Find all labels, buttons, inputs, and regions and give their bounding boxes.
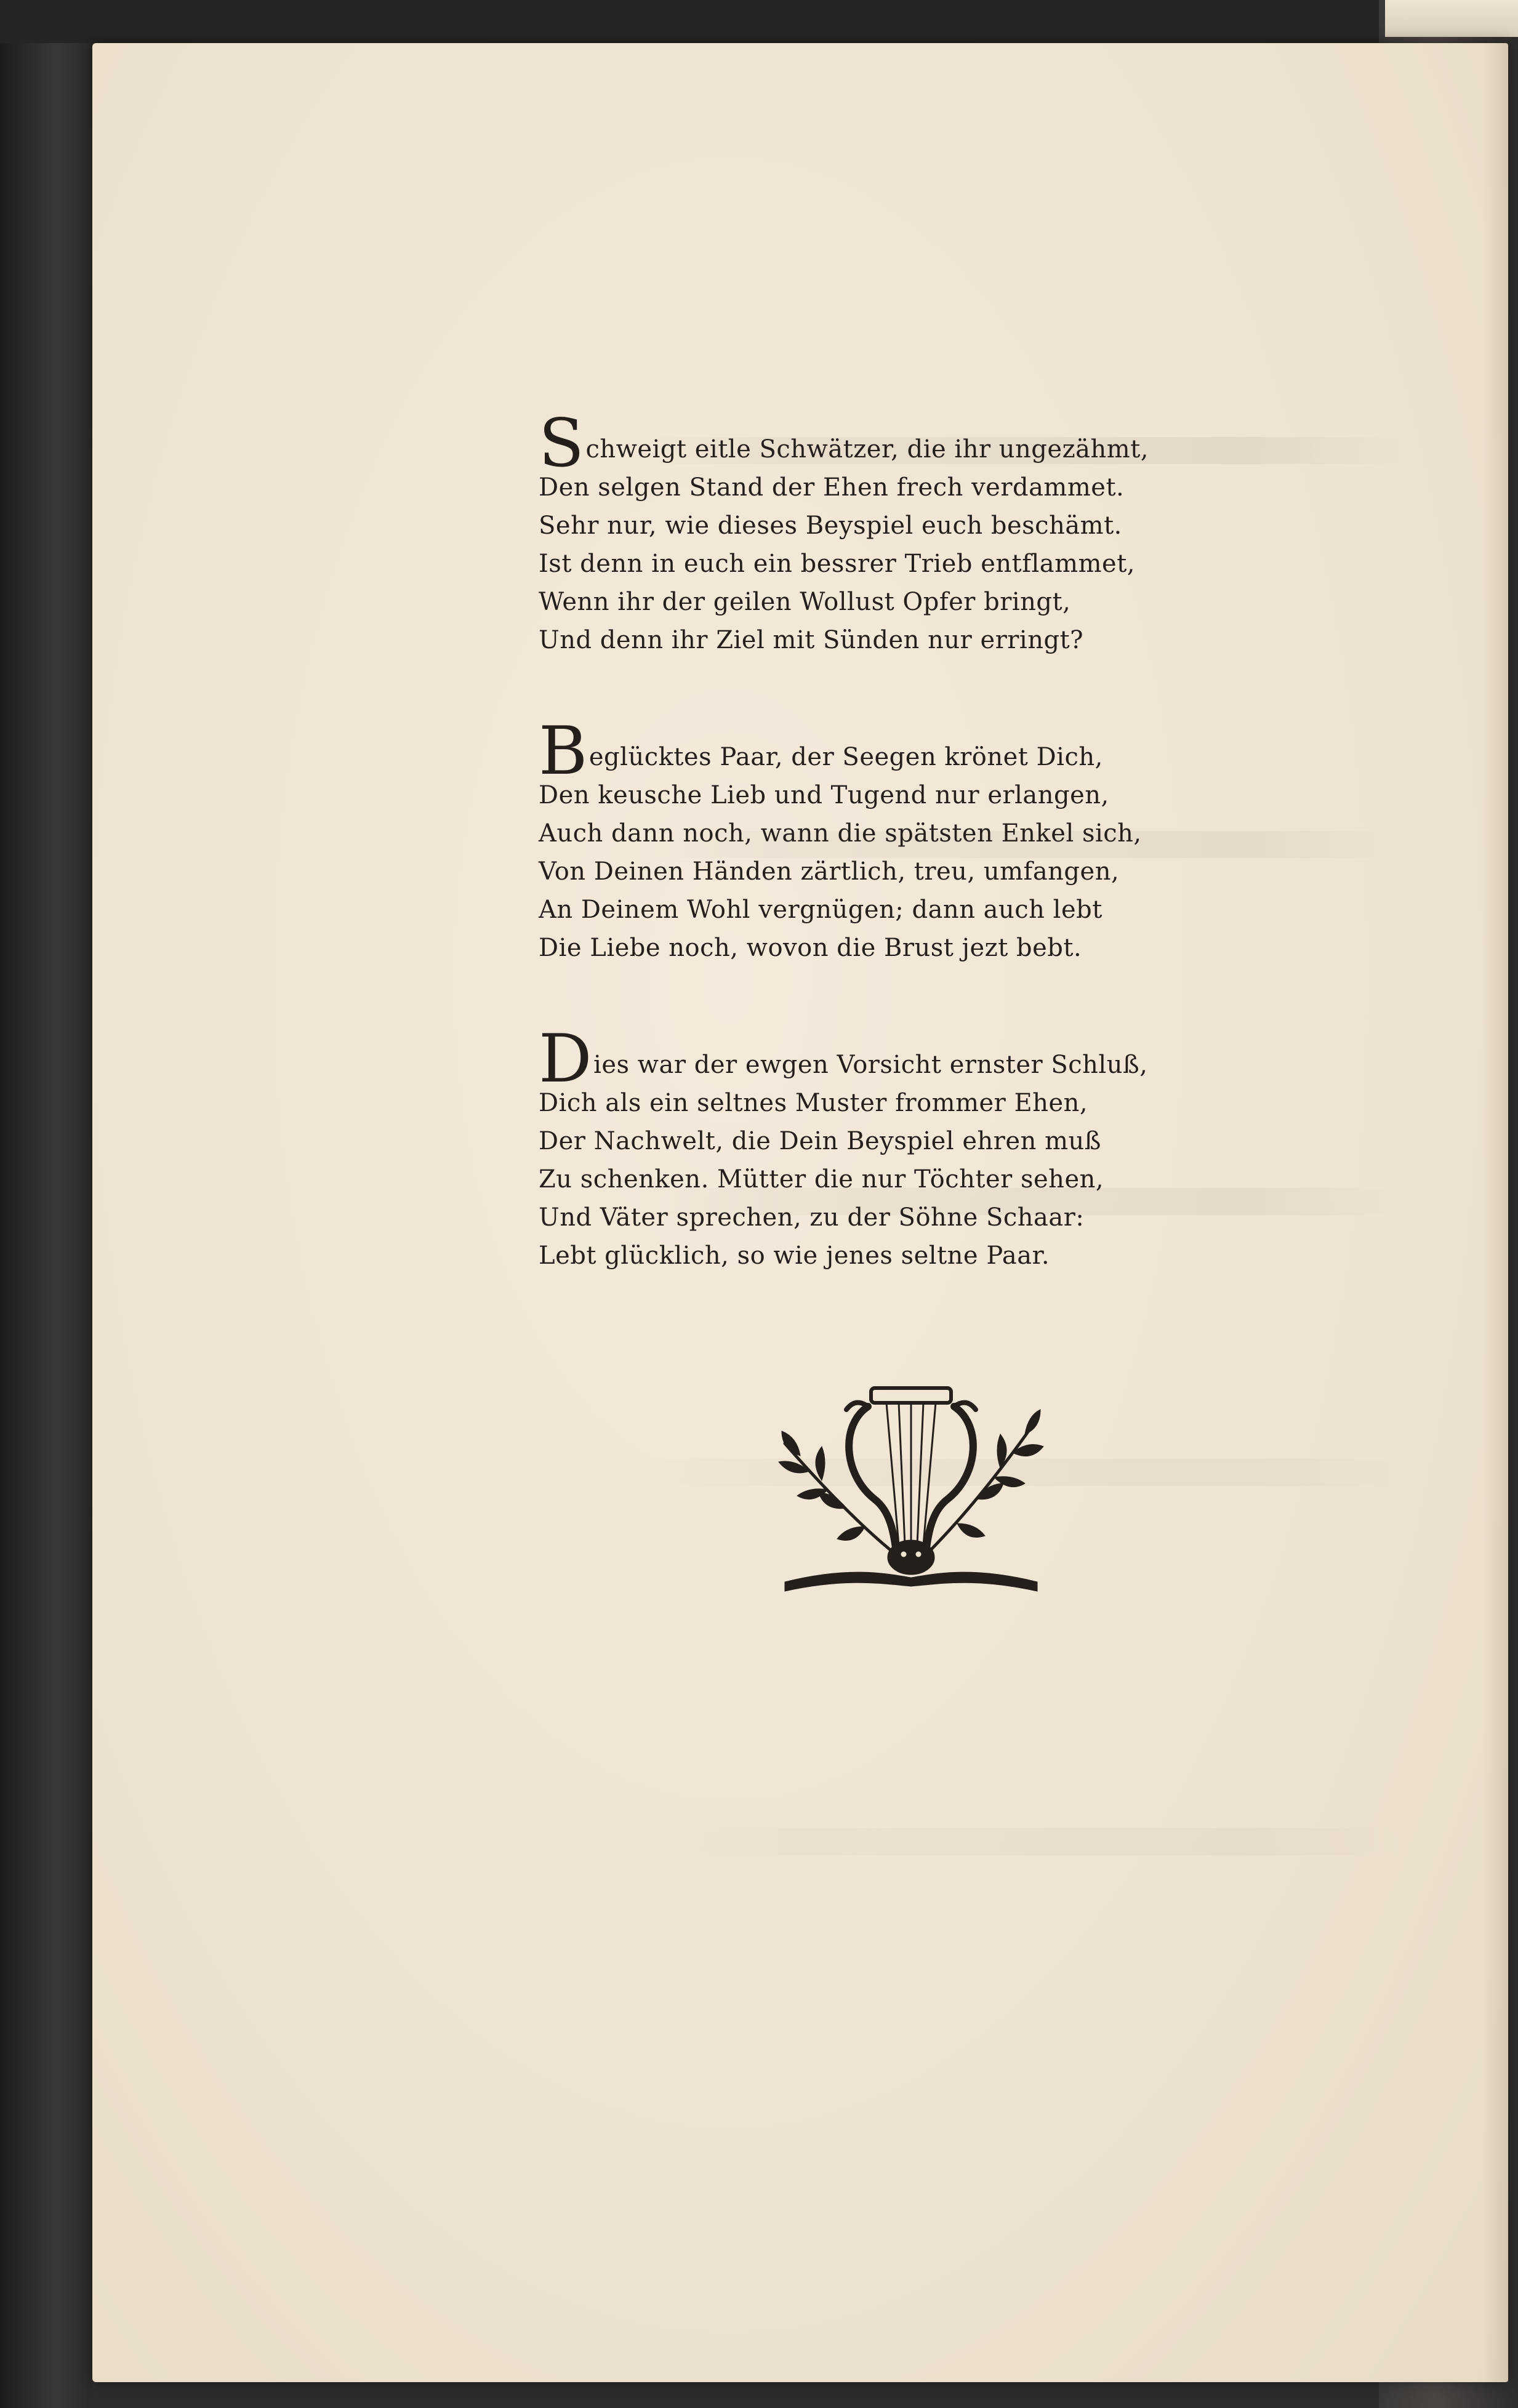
stanza-line: Die Liebe noch, wovon die Brust jezt bebt. — [539, 934, 1082, 962]
first-line-text: chweigt eitle Schwätzer, die ihr ungezähmt, — [585, 435, 1149, 464]
stanza-line: Den keusche Lieb und Tugend nur erlangen, — [539, 781, 1109, 809]
stanza-line: Wenn ihr der geilen Wollust Opfer bringt, — [539, 588, 1071, 616]
stanza-line: Dich als ein seltnes Muster frommer Ehen, — [539, 1089, 1088, 1117]
stanza-line: Auch dann noch, wann die spätsten Enkel sich, — [539, 819, 1142, 848]
stanza-line — [539, 713, 1265, 790]
stanza-line: Lebt glücklich, so wie jenes seltne Paar. — [539, 1242, 1050, 1270]
stanza-3 — [539, 1021, 1265, 1275]
stanza-line — [539, 1021, 1265, 1098]
stanza-line: Und denn ihr Ziel mit Sünden nur erringt? — [539, 626, 1084, 654]
backdrop-top — [0, 0, 1518, 43]
page-gutter-shadow — [1484, 43, 1508, 2382]
stanza-line: Sehr nur, wie dieses Beyspiel euch beschämt. — [539, 512, 1122, 540]
backdrop-left — [0, 0, 92, 2408]
first-line-text: ies war der ewgen Vorsicht ernster Schluß, — [593, 1051, 1148, 1079]
drop-initial: B — [539, 713, 588, 790]
show-through-line — [634, 1828, 1404, 1855]
underlying-page-corner — [1385, 0, 1518, 37]
drop-initial: S — [539, 405, 585, 482]
stanza-line: Von Deinen Händen zärtlich, treu, umfangen, — [539, 857, 1120, 886]
stanza-line: An Deinem Wohl vergnügen; dann auch lebt — [539, 896, 1102, 924]
stanza-line: Den selgen Stand der Ehen frech verdammet. — [539, 473, 1125, 502]
stanza-1 — [539, 405, 1265, 659]
stanza-line — [539, 405, 1265, 482]
drop-initial: D — [539, 1021, 593, 1098]
stanza-2 — [539, 713, 1265, 967]
stanza-line: Zu schenken. Mütter die nur Töchter sehen, — [539, 1165, 1104, 1194]
first-line-text: eglücktes Paar, der Seegen krönet Dich, — [588, 743, 1103, 771]
stanza-line: Und Väter sprechen, zu der Söhne Schaar: — [539, 1203, 1085, 1232]
stanza-line: Der Nachwelt, die Dein Beyspiel ehren muß — [539, 1127, 1101, 1155]
stanza-line: Ist denn in euch ein bessrer Trieb entflammet, — [539, 550, 1135, 578]
lyre-ornament-icon — [773, 1370, 1050, 1597]
